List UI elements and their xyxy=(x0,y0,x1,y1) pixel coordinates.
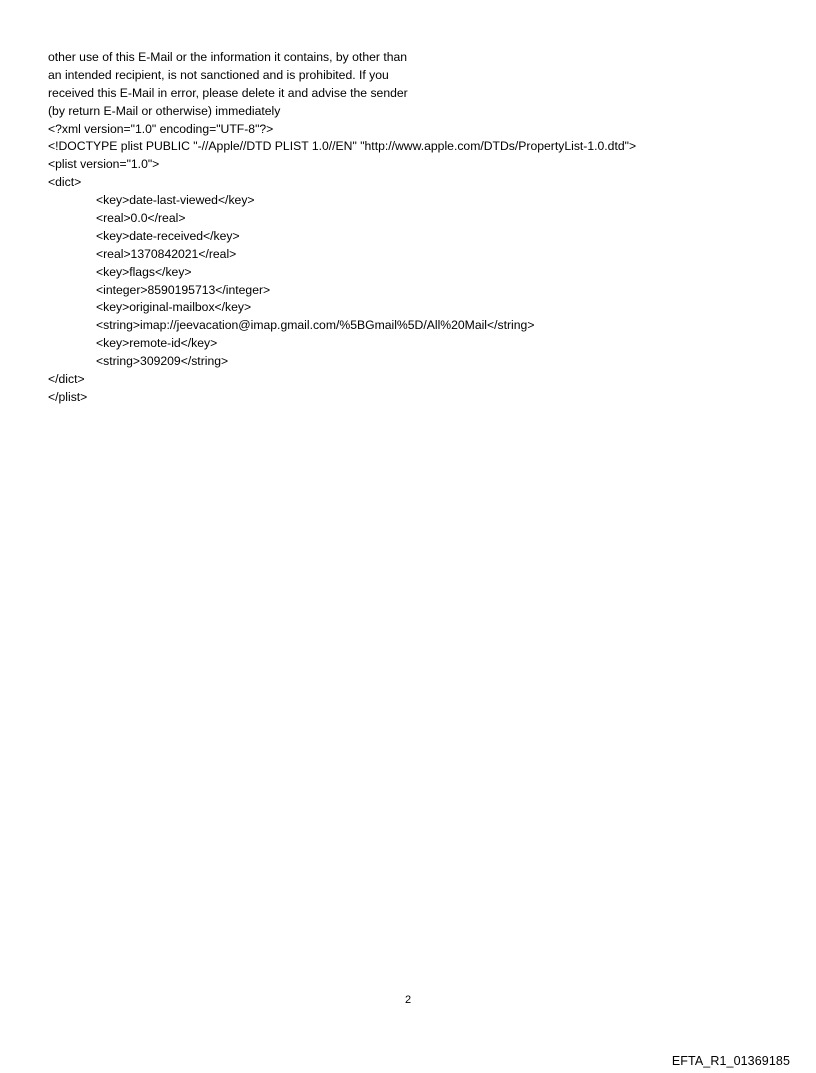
dict-open-tag: <dict> xyxy=(48,175,82,190)
dict-close-tag: </dict> xyxy=(48,372,85,387)
plist-close-tag: </plist> xyxy=(48,389,88,404)
document-id: EFTA_R1_01369185 xyxy=(671,1054,790,1068)
page-number: 2 xyxy=(404,994,412,1006)
plist-entry: <string>309209</string> xyxy=(96,354,229,369)
plist-entry: <real>1370842021</real> xyxy=(96,246,237,261)
plist-entry: <integer>8590195713</integer> xyxy=(96,282,271,297)
xml-declaration: <?xml version="1.0" encoding="UTF-8"?> xyxy=(48,121,274,136)
disclaimer-line: received this E-Mail in error, please delete it and advise the sender xyxy=(48,85,408,100)
plist-entry: <real>0.0</real> xyxy=(96,211,186,226)
plist-entry: <key>flags</key> xyxy=(96,264,192,279)
plist-entry: <string>imap://jeevacation@imap.gmail.com/%5BGmail%5D/All%20Mail</string> xyxy=(96,318,535,333)
plist-open-tag: <plist version="1.0"> xyxy=(48,157,160,172)
disclaimer-line: an intended recipient, is not sanctioned and is prohibited. If you xyxy=(48,67,389,82)
plist-entry: <key>original-mailbox</key> xyxy=(96,300,252,315)
plist-entry: <key>date-last-viewed</key> xyxy=(96,193,255,208)
disclaimer-line: other use of this E-Mail or the information it contains, by other than xyxy=(48,50,408,64)
plist-entry: <key>remote-id</key> xyxy=(96,336,218,351)
doctype-line: <!DOCTYPE plist PUBLIC "-//Apple//DTD PLIST 1.0//EN" "http://www.apple.com/DTDs/PropertyList-1.0.dtd"> xyxy=(48,139,637,154)
plist-entry: <key>date-received</key> xyxy=(96,228,240,243)
disclaimer-line: (by return E-Mail or otherwise) immediately xyxy=(48,103,281,118)
document-body xyxy=(48,49,788,407)
